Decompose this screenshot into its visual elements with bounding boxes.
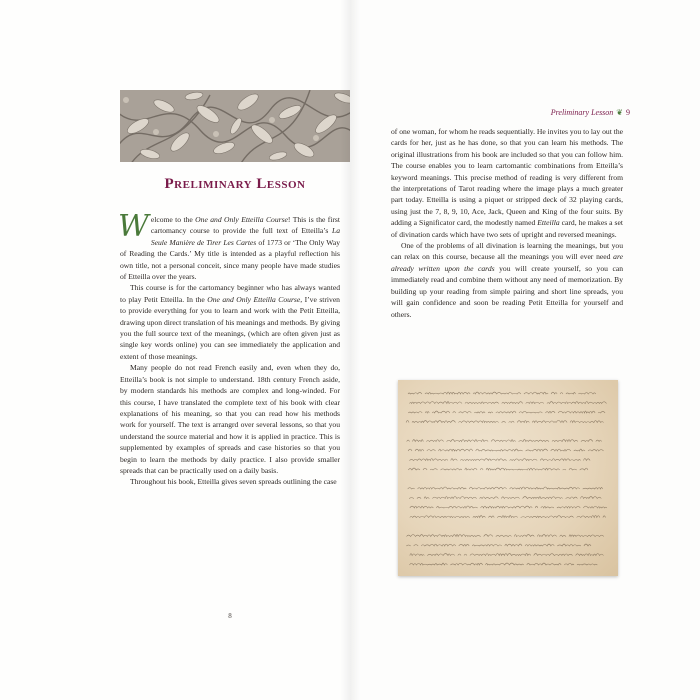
text-run: card, he makes a set of divination cards which have two sets of upright and reversed meanings. — [391, 218, 623, 239]
body-paragraph — [391, 126, 623, 240]
text-run: you will create yourself, so you can immediately read and combine them without any need of memorization. By building up your reading from simple pairing and short line spreads, you will gain confidence and soon be reading Petit Etteilla for yourself and others. — [391, 263, 623, 319]
script-line — [407, 535, 604, 537]
text-run: of one woman, for whom he reads sequentially. He invites you to lay out the cards for her, just as he has done, so that you can learn his methods. The original illustrations from his book are included so that you can follow him. The course enables you to learn cartomantic combinations from Etteilla’s keyword meanings. This precise method of reading is very different from the interpretations of Tarot reading where the image plays a much greater part today. Etteilla is using a piquet or stripped deck of 32 playing cards, using just the 7, 8, 9, 10, Ace, Jack, Queen and King of the four suits. By adding a Significator card, the modestly named — [391, 127, 623, 228]
text-run: This course is for the cartomancy beginner who has always wanted to play Petit Etteilla. In the — [120, 283, 340, 304]
chapter-title: Preliminary Lesson — [164, 176, 306, 192]
text-run: One of the problems of all divination is learning the meanings, but you can relax on this course, because all the meanings you will ever need — [391, 241, 623, 262]
left-page-body — [118, 209, 340, 488]
text-run: Throughout his book, Etteilla gives seven spreads outlining the case — [130, 477, 337, 487]
text-run: of 1773 or ‘The Only Way of Reading the Cards.’ My title is intended as a playful reflection his own title, not a personal conceit, since many people have made studies of Etteilla over the years. — [120, 237, 340, 282]
script-line — [410, 516, 606, 518]
script-line — [410, 554, 607, 556]
script-line — [408, 392, 599, 394]
italic-text: La Seule Manière de Tirer Les Cartes — [150, 226, 340, 247]
drop-cap: W — [118, 209, 149, 244]
italic-text: Etteilla — [537, 218, 560, 228]
body-paragraph — [120, 282, 340, 362]
script-line — [409, 497, 601, 499]
running-head — [520, 108, 630, 117]
leaf-ornament-icon: ❦ — [616, 108, 623, 117]
body-paragraph — [391, 240, 623, 320]
script-line — [408, 411, 608, 413]
text-run: Many people do not read French easily and, even when they do, Etteilla’s book is not simple to understand. 18th century French aside, by modern standards his methods are complex and long-winded. For this course, I have translated the complete text of his book with clear explanations of his meaning, so that you can read how his methods work for yourself. The text is arrangrd over several lessons, so that you understand the source material and how it is applied in practice. This is supplemented by examples of spreads and case histories so that you begin to learn the methods by daily practice. I also provide smaller spreads that can be practically used on a daily basis. — [120, 363, 340, 475]
text-run: , I’ve striven to provide everything for you to learn and work with the Petit Etteilla, drawing upon direct translation of his meanings and methods. By giving you the full source text of the meanings, (which are often given just as single key words online) you can see immediately the application and extent of those meanings. — [120, 294, 340, 361]
script-line — [408, 487, 603, 489]
script-line — [410, 563, 598, 565]
script-line — [408, 449, 606, 451]
foliage-pattern-icon — [120, 90, 350, 162]
script-line — [406, 421, 606, 423]
script-line — [406, 544, 594, 546]
gutter-shadow — [340, 0, 360, 700]
script-line — [408, 468, 591, 470]
body-paragraph — [120, 476, 340, 487]
script-line — [409, 459, 590, 461]
body-paragraph — [118, 209, 340, 282]
script-line — [410, 506, 607, 508]
right-page-body — [391, 126, 623, 320]
text-run: ! This is the first cartomancy course to provide the full text of Etteilla’s — [150, 215, 340, 236]
italic-text: are already written upon the cards — [391, 252, 623, 273]
page-number: 8 — [228, 612, 232, 620]
body-paragraph — [120, 362, 340, 476]
text-run: elcome to the — [150, 215, 196, 224]
italic-text: One and Only Etteilla Course — [207, 294, 301, 304]
script-line — [407, 440, 602, 442]
italic-text: One and Only Etteilla Course — [195, 215, 288, 224]
handwritten-manuscript-image — [398, 380, 618, 576]
right-page — [350, 0, 700, 700]
decorative-foliage-band — [120, 90, 350, 162]
script-lines-icon — [398, 380, 618, 576]
running-head-title: Preliminary Lesson — [550, 108, 614, 117]
script-line — [410, 402, 607, 404]
page-number: 9 — [626, 108, 630, 117]
